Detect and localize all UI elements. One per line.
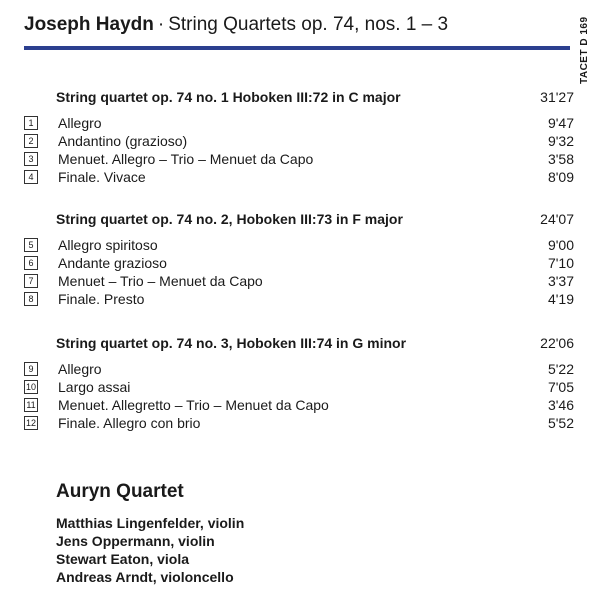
track-duration: 3'37 (547, 273, 574, 289)
track-list (24, 360, 574, 432)
track-row (24, 254, 574, 272)
track-number: 8 (24, 292, 38, 306)
track-row (24, 150, 574, 168)
track-duration: 8'09 (547, 169, 574, 185)
track-title: Menuet. Allegro – Trio – Menuet da Capo (58, 151, 314, 167)
track-duration: 5'52 (547, 415, 574, 431)
track-row (24, 414, 574, 432)
track-duration: 4'19 (547, 291, 574, 307)
track-number: 12 (25, 418, 36, 428)
quartet-heading (24, 210, 574, 228)
track-number: 7 (24, 274, 38, 288)
track-duration: 7'10 (547, 255, 574, 271)
track-row (24, 132, 574, 150)
track-duration: 3'58 (547, 151, 574, 167)
track-duration: 9'32 (547, 133, 574, 149)
composer-name: Joseph Haydn (24, 14, 154, 35)
track-number: 9 (24, 362, 38, 376)
track-row (24, 396, 574, 414)
quartet-duration: 24'07 (540, 211, 574, 227)
track-number: 5 (24, 238, 38, 252)
track-number: 4 (24, 170, 38, 184)
quartet-duration: 22'06 (540, 335, 574, 351)
page-header (24, 12, 570, 50)
track-number: 6 (24, 256, 38, 270)
track-row (24, 236, 574, 254)
track-title: Finale. Presto (58, 291, 145, 307)
quartet-heading (24, 88, 574, 106)
work-title: String Quartets op. 74, nos. 1 – 3 (168, 14, 449, 35)
track-duration: 9'00 (547, 237, 574, 253)
track-row (24, 114, 574, 132)
track-row (24, 272, 574, 290)
track-title: Menuet – Trio – Menuet da Capo (58, 273, 263, 289)
ensemble-member: Matthias Lingenfelder, violin (56, 515, 245, 531)
track-number: 3 (24, 152, 38, 166)
title-separator: · (157, 14, 165, 35)
quartet-title: String quartet op. 74 no. 2, Hoboken III:73 in F major (56, 211, 403, 227)
header-rule (24, 46, 570, 50)
track-number: 1 (24, 116, 38, 130)
ensemble-name: Auryn Quartet (56, 481, 184, 502)
quartet-heading (24, 334, 574, 352)
ensemble-member: Jens Oppermann, violin (56, 533, 215, 549)
track-duration: 9'47 (547, 115, 574, 131)
track-row (24, 290, 574, 308)
track-title: Allegro (58, 361, 102, 377)
track-title: Menuet. Allegretto – Trio – Menuet da Capo (58, 397, 329, 413)
track-title: Andante grazioso (58, 255, 167, 271)
track-number: 11 (24, 398, 38, 412)
quartet-section-2 (24, 210, 574, 308)
track-title: Finale. Vivace (58, 169, 146, 185)
track-number: 2 (24, 134, 38, 148)
track-title: Largo assai (58, 379, 131, 395)
track-title: Allegro (58, 115, 102, 131)
title-line (24, 12, 570, 38)
quartet-title: String quartet op. 74 no. 1 Hoboken III:72 in C major (56, 89, 401, 105)
track-number: 10 (25, 382, 36, 392)
track-title: Andantino (grazioso) (58, 133, 188, 149)
track-title: Finale. Allegro con brio (58, 415, 201, 431)
track-row (24, 378, 574, 396)
track-list (24, 114, 574, 186)
track-list (24, 236, 574, 308)
track-duration: 7'05 (547, 379, 574, 395)
track-duration: 3'46 (547, 397, 574, 413)
ensemble-member: Andreas Arndt, violoncello (56, 569, 234, 585)
track-row (24, 168, 574, 186)
quartet-section-3 (24, 334, 574, 432)
quartet-duration: 31'27 (540, 89, 574, 105)
quartet-title: String quartet op. 74 no. 3, Hoboken III:74 in G minor (56, 335, 407, 351)
track-title: Allegro spiritoso (58, 237, 158, 253)
quartet-section-1 (24, 88, 574, 186)
track-row (24, 360, 574, 378)
ensemble-member: Stewart Eaton, viola (56, 551, 190, 567)
track-duration: 5'22 (547, 361, 574, 377)
ensemble-credits (56, 480, 244, 586)
catalog-number: TACET D 169 (579, 16, 590, 84)
